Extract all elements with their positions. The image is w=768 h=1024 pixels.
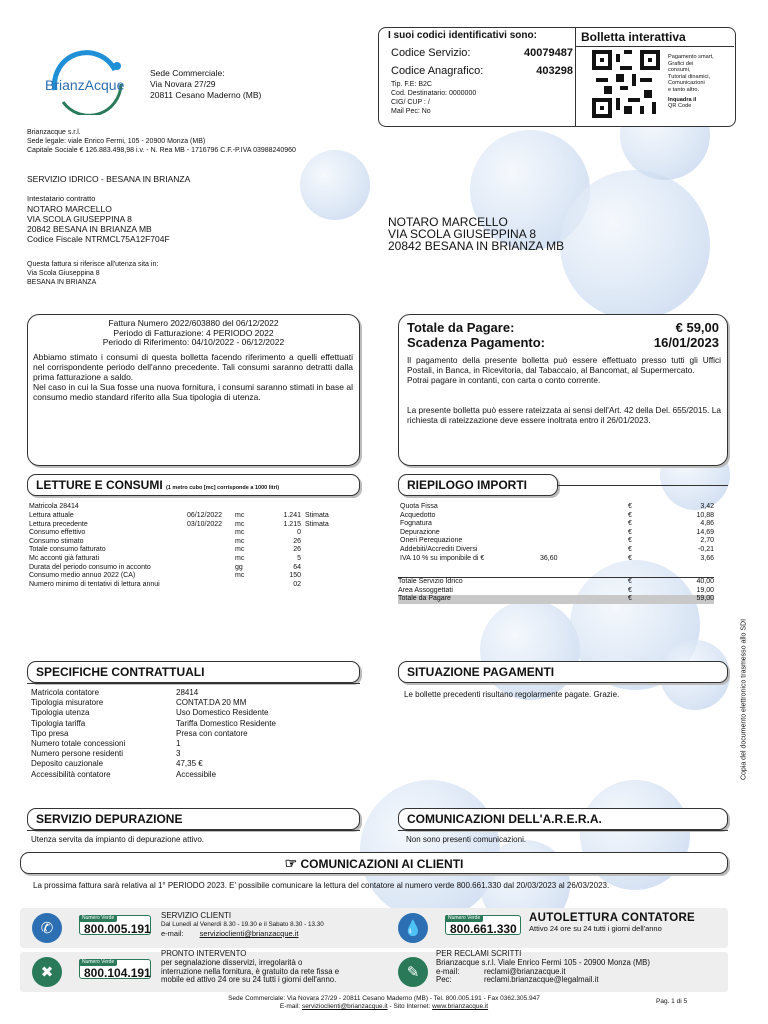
- table-cell: €: [628, 503, 632, 510]
- table-cell: 02: [293, 580, 301, 588]
- table-cell: 5: [297, 554, 301, 562]
- qr-code[interactable]: [592, 50, 660, 118]
- arera-header: COMUNICAZIONI DELL'A.R.E.R.A.: [398, 808, 728, 830]
- specifiche-table: [31, 688, 331, 780]
- table-cell: Addebiti/Accrediti Diversi: [400, 545, 478, 553]
- page-number: Pag. 1 di 5: [656, 998, 688, 1005]
- table-cell: [187, 564, 235, 573]
- pencil-icon: ✎: [398, 957, 428, 987]
- footer: Sede Commerciale: Via Novara 27/29 - 20811 Cesano Maderno (MB) - Tel. 800.005.191 - Fax 0362.305.947 E-mail: servizioclienti@brianzacque.it - Sito Internet: www.brianzacque.it: [228, 995, 540, 1010]
- situazione-text: Le bollette precedenti risultano regolarmente pagate. Grazie.: [404, 690, 620, 699]
- table-row: [29, 521, 334, 530]
- company-info: Brianzacque s.r.l. Sede legale: viale Enrico Fermi, 105 - 20900 Monza (MB) Capitale Sociale € 126.883.498,98 i.v. - N. Rea MB - 1716796 C.F.-P.IVA 03988240960: [27, 129, 296, 154]
- letture-table: [29, 512, 334, 589]
- table-cell: 0: [297, 529, 301, 537]
- riepilogo-table: [400, 503, 714, 563]
- total-amount: € 59,00: [675, 320, 719, 335]
- table-row: [29, 529, 334, 538]
- table-cell: [540, 529, 628, 538]
- bolletta-interattiva-title: Bolletta interattiva: [581, 30, 686, 44]
- footer-email[interactable]: servizioclienti@brianzacque.it: [301, 1003, 388, 1010]
- table-cell: [187, 538, 235, 547]
- table-cell: 03/10/2022: [187, 520, 223, 528]
- table-cell: Stimata: [305, 512, 329, 519]
- table-cell: Tipologia tariffa: [31, 718, 86, 728]
- riepilogo-header: RIEPILOGO IMPORTI: [398, 474, 558, 496]
- table-cell: [305, 529, 334, 538]
- table-row: [400, 529, 714, 538]
- table-cell: [540, 520, 628, 529]
- table-row: [31, 770, 331, 780]
- utenza-block: Questa fattura si riferisce all'utenza sita in: Via Scola Giuseppina 8 BESANA IN BRIANZA: [27, 261, 159, 286]
- table-cell: €: [628, 554, 632, 562]
- table-cell: Deposito cauzionale: [31, 759, 104, 769]
- table-cell: [305, 564, 334, 573]
- table-cell: 3: [176, 749, 181, 759]
- table-row: [400, 546, 714, 555]
- table-cell: [187, 581, 235, 590]
- table-row: [400, 555, 714, 564]
- table-row: [31, 708, 331, 718]
- table-cell: 26: [293, 546, 301, 554]
- table-cell: 47,35 €: [176, 759, 203, 769]
- table-cell: [187, 555, 235, 564]
- specifiche-header: SPECIFICHE CONTRATTUALI: [27, 661, 360, 683]
- table-cell: 06/12/2022: [187, 512, 223, 519]
- table-cell: [305, 572, 334, 581]
- table-cell: €: [628, 578, 632, 585]
- table-row: [31, 719, 331, 729]
- table-row: [29, 512, 334, 521]
- table-cell: Fognatura: [400, 520, 432, 528]
- table-cell: 1.215: [283, 520, 301, 528]
- table-cell: €: [628, 595, 632, 603]
- servizio-clienti-info: SERVIZIO CLIENTI Dal Lunedì al Venerdì 8.30 - 19.30 e il Sabato 8.30 - 13.30 e-mail: servizioclienti@brianzacque.it: [161, 911, 324, 938]
- table-cell: 10,88: [696, 511, 714, 519]
- table-cell: 26: [293, 537, 301, 545]
- table-row: [400, 512, 714, 521]
- table-cell: mc: [235, 520, 245, 528]
- table-cell: 36,60: [540, 554, 558, 562]
- table-cell: Numero totale concessioni: [31, 739, 126, 749]
- codice-servizio: 40079487: [524, 47, 573, 59]
- table-cell: 59,00: [696, 595, 714, 603]
- table-row: [400, 503, 714, 512]
- total-box: Totale da Pagare: € 59,00 Scadenza Pagamento: 16/01/2023 Il pagamento della presente bolletta può essere effettuato presso tutti gli Uffici Postali, in Banca, in Ricevitoria, dal Tabaccaio, al Bancomat, al Supermercato. Potrai pagare in contanti, con carta o conto corrente. La presente bolletta può essere rateizzata ai sensi dell'Art. 42 della Del. 655/2015. La richiesta di rateizzazione deve essere inoltrata entro il 26/01/2023.: [398, 314, 728, 466]
- table-cell: 3,42: [700, 503, 714, 510]
- due-date: 16/01/2023: [653, 335, 719, 350]
- table-cell: [540, 537, 628, 546]
- table-cell: Lettura attuale: [29, 512, 74, 519]
- clienti-email[interactable]: servizioclienti@brianzacque.it: [199, 929, 299, 938]
- table-row: [29, 564, 334, 573]
- table-cell: Oneri Perequazione: [400, 537, 463, 545]
- reclami-email[interactable]: reclami@brianzacque.it: [484, 966, 566, 976]
- reclami-pec[interactable]: reclami.brianzacque@legalmail.it: [484, 975, 599, 985]
- table-row: [31, 749, 331, 759]
- table-cell: €: [628, 528, 632, 536]
- table-cell: Stimata: [305, 520, 329, 528]
- table-cell: Acquedotto: [400, 511, 436, 519]
- table-cell: IVA 10 % su imponibile di €: [400, 554, 485, 562]
- table-cell: €: [628, 511, 632, 519]
- table-cell: Accessibilità contatore: [31, 769, 111, 779]
- table-cell: 28414: [176, 688, 199, 697]
- table-cell: 3,66: [700, 554, 714, 562]
- numero-verde-clienti[interactable]: Numero Verde 800.005.191: [79, 915, 151, 935]
- table-cell: Totale da Pagare: [398, 595, 451, 603]
- table-cell: Accessibile: [176, 769, 217, 779]
- table-row: [31, 688, 331, 698]
- table-cell: Matricola contatore: [31, 688, 100, 697]
- table-cell: Lettura precedente: [29, 520, 88, 528]
- table-cell: 64: [293, 563, 301, 571]
- table-cell: Tariffa Domestico Residente: [176, 718, 276, 728]
- table-row: [29, 538, 334, 547]
- table-cell: Depurazione: [400, 528, 440, 536]
- table-cell: 2,70: [700, 537, 714, 545]
- brand-name: BrianzAcque: [45, 77, 125, 93]
- table-cell: Numero persone residenti: [31, 749, 124, 759]
- numero-verde-pronto[interactable]: Numero Verde 800.104.191: [79, 959, 151, 979]
- table-cell: Area Assoggettati: [398, 586, 453, 594]
- table-row: [398, 595, 714, 604]
- service-title: SERVIZIO IDRICO - BESANA IN BRIANZA: [27, 174, 191, 184]
- table-cell: €: [628, 520, 632, 528]
- letture-matricola: Matricola 28414: [29, 503, 79, 510]
- sede-commerciale: Sede Commerciale: Via Novara 27/29 20811 Cesano Maderno (MB): [150, 68, 262, 100]
- side-note: Copia del documento elettronico trasmesso allo SDI: [740, 618, 748, 781]
- table-cell: [305, 538, 334, 547]
- table-cell: 150: [289, 572, 301, 580]
- codice-anagrafico: 403298: [536, 65, 573, 77]
- water-drop-icon: 💧: [398, 913, 428, 943]
- recipient-address: NOTARO MARCELLO VIA SCOLA GIUSEPPINA 8 20842 BESANA IN BRIANZA MB: [388, 215, 565, 253]
- table-cell: mc: [235, 529, 245, 537]
- table-row: [29, 581, 334, 590]
- table-cell: 1: [176, 739, 181, 749]
- table-cell: mc: [235, 512, 245, 519]
- table-cell: Mc acconti già fatturati: [29, 554, 100, 562]
- table-row: [31, 739, 331, 749]
- table-cell: Totale Servizio Idrico: [398, 578, 463, 585]
- table-row: [29, 555, 334, 564]
- codes-box: I suoi codici identificativi sono: Codice Servizio: 40079487 Codice Anagrafico: 403298 Tip. F.E: B2C Cod. Destinatario: 0000000 CIG/ CUP : / Mail Pec: No Bolletta interattiva Pagamento smart, Grafici dei consumi, Tutorial dinamici, Comunicazioni e tanto altro. Inquadra il QR Code: [378, 27, 736, 127]
- table-cell: Quota Fissa: [400, 503, 438, 510]
- table-row: [400, 520, 714, 529]
- table-cell: €: [628, 545, 632, 553]
- table-cell: 40,00: [696, 578, 714, 585]
- table-row: [400, 537, 714, 546]
- table-row: [29, 546, 334, 555]
- table-cell: mc: [235, 554, 245, 562]
- table-cell: gg: [235, 563, 243, 571]
- table-row: [398, 578, 714, 587]
- numero-verde-autolettura[interactable]: Numero Verde 800.661.330: [445, 915, 521, 935]
- table-cell: Tipologia utenza: [31, 708, 90, 718]
- table-row: [31, 729, 331, 739]
- table-cell: CONTAT.DA 20 MM: [176, 698, 247, 708]
- table-cell: Consumo effettivo: [29, 529, 86, 537]
- riepilogo-totals: [398, 577, 714, 604]
- phone-icon: ✆: [32, 913, 62, 943]
- table-cell: Tipologia misuratore: [31, 698, 104, 708]
- table-cell: [540, 546, 628, 555]
- table-cell: Consumo medio annuo 2022 (CA): [29, 572, 136, 580]
- table-cell: 14,69: [696, 528, 714, 536]
- table-cell: €: [628, 586, 632, 594]
- autolettura-info: AUTOLETTURA CONTATORE Attivo 24 ore su 24 tutti i giorni dell'anno: [529, 912, 696, 933]
- table-cell: Numero minimo di tentativi di lettura annui: [29, 580, 160, 588]
- holder-block: Intestatario contratto NOTARO MARCELLO VIA SCOLA GIUSEPPINA 8 20842 BESANA IN BRIANZA MB Codice Fiscale NTRMCL75A12F704F: [27, 194, 170, 244]
- table-row: [398, 587, 714, 596]
- table-cell: [187, 529, 235, 538]
- reclami-info: PER RECLAMI SCRITTI Brianzacque s.r.l. Viale Enrico Fermi 105 - 20900 Monza (MB) e-mail: reclami@brianzacque.it Pec: reclami.brianzacque@legalmail.it: [436, 949, 650, 985]
- table-cell: Presa con contatore: [176, 728, 248, 738]
- table-cell: 1.241: [283, 512, 301, 519]
- table-cell: Consumo stimato: [29, 537, 84, 545]
- table-cell: [187, 572, 235, 581]
- table-cell: mc: [235, 546, 245, 554]
- table-cell: Tipo presa: [31, 728, 69, 738]
- table-cell: mc: [235, 537, 245, 545]
- table-row: [31, 759, 331, 769]
- table-cell: Totale consumo fatturato: [29, 546, 106, 554]
- interactive-desc: Pagamento smart, Grafici dei consumi, Tutorial dinamici, Comunicazioni e tanto altro. Inquadra il QR Code: [668, 54, 714, 110]
- table-cell: [305, 555, 334, 564]
- tools-icon: ✖: [32, 957, 62, 987]
- hand-pointer-icon: ☞: [284, 855, 298, 871]
- invoice-box: Fattura Numero 2022/603880 del 06/12/2022 Periodo di Fatturazione: 4 PERIODO 2022 Periodo di Riferimento: 04/10/2022 - 06/12/2022 Abbiamo stimato i consumi di questa bolletta facendo riferimento a quelli effettuati nel corrispondente periodo dell'anno precedente. Tali consumi saranno detratti dalla prima fatturazione a saldo. Nel caso in cui la Sua fosse una nuova fornitura, i consumi saranno stimati in base al consumo medio standard riferito alla Sua tipologia di utenza.: [27, 314, 360, 466]
- table-cell: [540, 512, 628, 521]
- footer-site[interactable]: www.brianzacque.it: [432, 1003, 489, 1010]
- table-cell: Uso Domestico Residente: [176, 708, 269, 718]
- table-row: [29, 572, 334, 581]
- table-cell: [540, 503, 628, 512]
- table-cell: 4,86: [700, 520, 714, 528]
- table-cell: [235, 581, 269, 590]
- letture-header: LETTURE E CONSUMI (1 metro cubo [mc] corrisponde a 1000 litri): [27, 474, 360, 496]
- table-row: [31, 698, 331, 708]
- comunicazioni-text: La prossima fattura sarà relativa al 1° PERIODO 2023. E' possibile comunicare la lettura del contatore al numero verde 800.661.330 dal 20/03/2023 al 26/03/2023.: [33, 881, 610, 890]
- table-cell: mc: [235, 572, 245, 580]
- table-cell: [187, 546, 235, 555]
- situazione-header: SITUAZIONE PAGAMENTI: [398, 661, 728, 683]
- table-cell: [305, 581, 334, 590]
- pronto-intervento-info: PRONTO INTERVENTO per segnalazione disservizi, irregolarità o interruzione nella fornitura, è gratuito da rete fissa e mobile ed attivo 24 ore su 24 tutti i giorni dell'anno.: [161, 949, 340, 985]
- brand-logo: [45, 50, 127, 115]
- arera-text: Non sono presenti comunicazioni.: [406, 835, 527, 844]
- depurazione-header: SERVIZIO DEPURAZIONE: [27, 808, 360, 830]
- table-cell: 19,00: [696, 586, 714, 594]
- table-cell: €: [628, 537, 632, 545]
- table-cell: [305, 546, 334, 555]
- table-cell: Durata del periodo consumo in acconto: [29, 563, 151, 571]
- depurazione-text: Utenza servita da impianto di depurazione attivo.: [31, 835, 204, 844]
- comunicazioni-header: ☞ COMUNICAZIONI AI CLIENTI: [20, 852, 728, 874]
- table-cell: -0,21: [698, 545, 714, 553]
